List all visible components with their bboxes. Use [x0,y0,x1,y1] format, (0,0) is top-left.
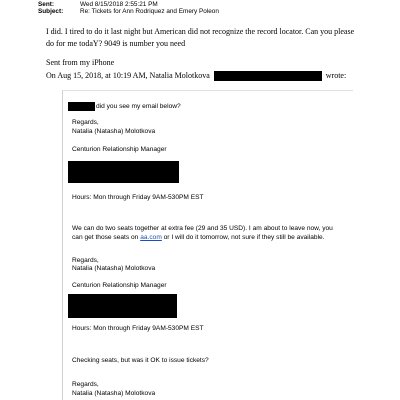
signature-name-3: Natalia (Natasha) Molotkova [72,390,156,397]
regards-2: Regards, [72,257,99,264]
quoted-question-2: Checking seats, but was it OK to issue tickets? [72,357,209,364]
regards-3: Regards, [72,381,99,388]
quoted-message-box [62,90,353,400]
regards-1: Regards, [72,119,99,126]
sent-value: Wed 8/15/2018 2:55:21 PM [80,1,158,8]
hours-2: Hours: Mon through Friday 9AM-530PM EST [72,325,204,332]
quote-attribution [46,70,346,82]
seats-paragraph-line-2 [72,233,325,242]
aa-com-link[interactable]: aa.com [140,234,162,241]
reply-line-2: do for me todaY? 9049 is number you need [46,39,186,48]
signature-name-2: Natalia (Natasha) Molotkova [72,265,156,272]
reply-line-1: I did. I tired to do it last night but American did not recognize the record locator. Can you please [46,27,355,36]
attribution-prefix: On Aug 15, 2018, at 10:19 AM, Natalia Molotkova [46,71,210,80]
seats-paragraph-line-1: We can do two seats together at extra fee (29 and 35 USD). I am about to leave now, you [72,225,333,232]
subject-row [38,8,219,16]
signature-title-2: Centurion Relationship Manager [72,282,167,289]
redaction-box [68,161,179,183]
signature-name-1: Natalia (Natasha) Molotkova [72,128,156,135]
seats-paragraph-post: or I will do it tomorrow, not sure if they still be available. [161,234,325,241]
redaction-box [68,102,95,111]
sent-from-signature: Sent from my iPhone [46,58,115,67]
hours-1: Hours: Mon through Friday 9AM-530PM EST [72,194,204,201]
attribution-suffix: wrote: [325,71,347,80]
subject-label: Subject: [38,8,64,15]
seats-paragraph-pre: can get those seats on [72,234,141,241]
redaction-box [68,294,177,318]
quoted-question-1: did you see my email below? [96,103,181,110]
redaction-box [214,71,322,81]
sent-label: Sent: [38,1,54,8]
subject-value: Re: Tickets for Ann Rodriquez and Emery Poleon [80,8,219,15]
signature-title-1: Centurion Relationship Manager [72,146,167,153]
